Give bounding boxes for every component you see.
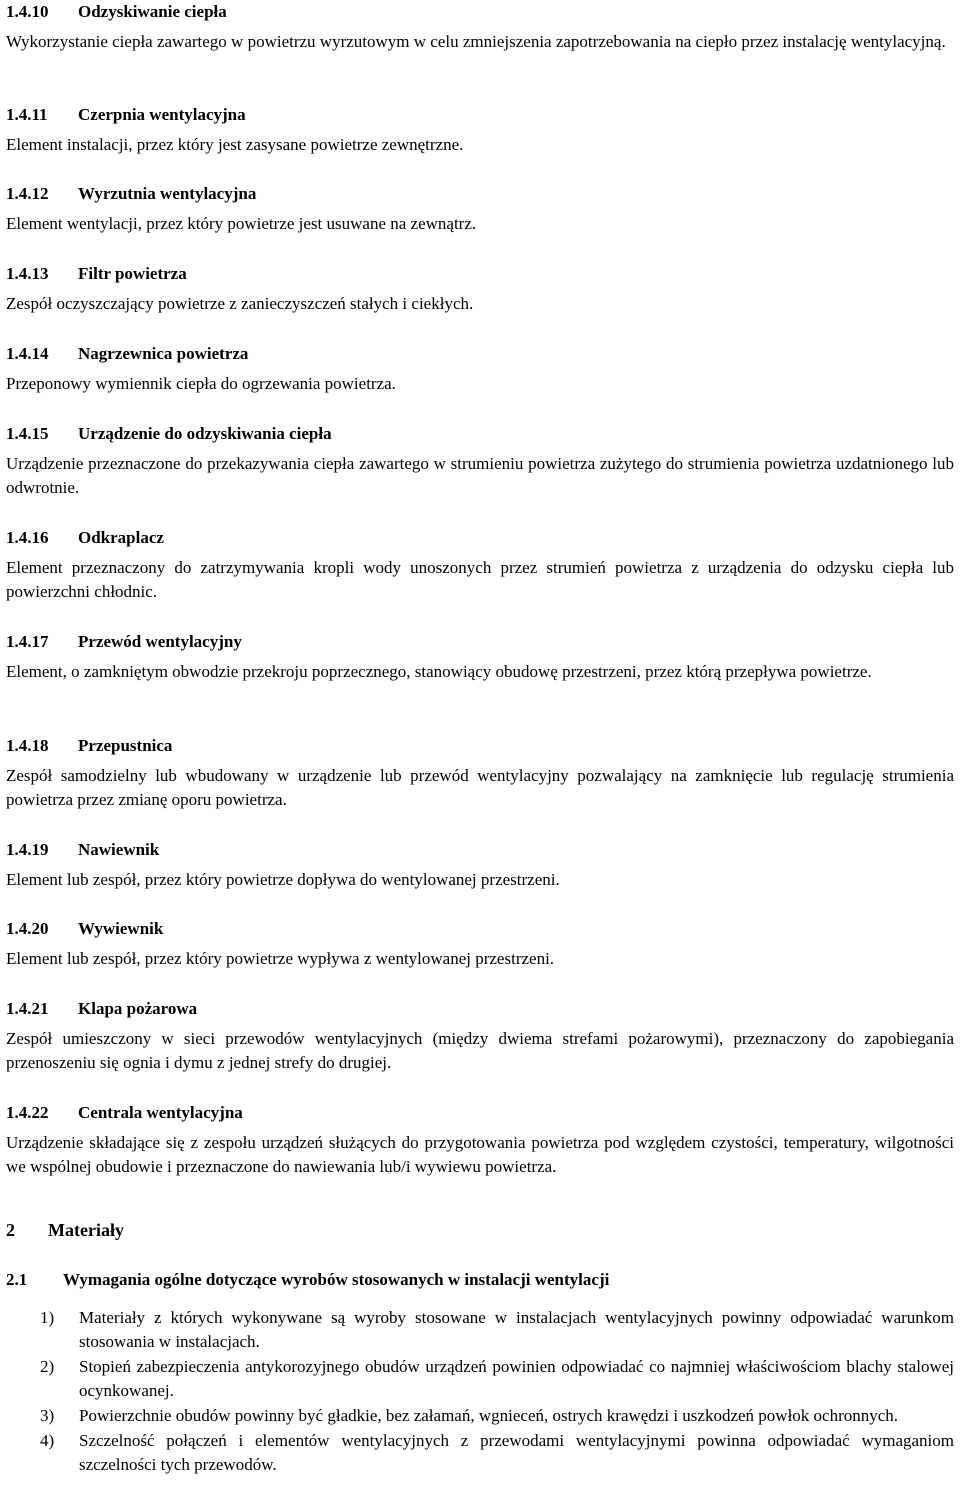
list-item-text: Szczelność połączeń i elementów wentylacyjnych z przewodami wentylacyjnymi powinna odpowiadać wymaganiom szczelności tych przewodów. — [79, 1431, 954, 1474]
definition-1-4-19 — [6, 838, 954, 892]
list-marker: 3) — [40, 1406, 55, 1425]
definition-number: 1.4.14 — [6, 344, 49, 363]
definition-heading — [6, 630, 954, 654]
definition-number: 1.4.16 — [6, 528, 49, 547]
definition-text: Wykorzystanie ciepła zawartego w powietrzu wyrzutowym w celu zmniejszenia zapotrzebowania na ciepło przez instalację wentylacyjną. — [6, 32, 946, 51]
definition-text: Urządzenie przeznaczone do przekazywania ciepła zawartego w strumieniu powietrza zużytego do strumienia powietrza uzdatnionego lub odwrotnie. — [6, 454, 954, 497]
definition-heading — [6, 182, 954, 206]
list-marker: 2) — [40, 1357, 55, 1376]
definition-1-4-13 — [6, 262, 954, 316]
definition-number: 1.4.22 — [6, 1103, 49, 1122]
chapter-title: Materiały — [48, 1220, 124, 1240]
definition-text: Element przeznaczony do zatrzymywania kropli wody unoszonych przez strumień powietrza z urządzenia do odzysku ciepła lub powierzchni chłodnic. — [6, 558, 954, 601]
definition-text: Element lub zespół, przez który powietrze dopływa do wentylowanej przestrzeni. — [6, 870, 560, 889]
definition-heading — [6, 342, 954, 366]
definition-number: 1.4.19 — [6, 840, 49, 859]
definition-number: 1.4.10 — [6, 2, 49, 21]
chapter-heading — [6, 1218, 954, 1242]
definition-text: Przeponowy wymiennik ciepła do ogrzewania powietrza. — [6, 374, 396, 393]
definition-title: Nawiewnik — [78, 840, 160, 859]
definition-heading — [6, 0, 954, 24]
list-item-text: Materiały z których wykonywane są wyroby stosowane w instalacjach wentylacyjnych powinny odpowiadać warunkom stosowania w instalacjach. — [79, 1308, 954, 1351]
list-item — [6, 1429, 954, 1477]
definition-text: Element lub zespół, przez który powietrze wypływa z wentylowanej przestrzeni. — [6, 949, 555, 968]
definition-title: Centrala wentylacyjna — [78, 1103, 243, 1122]
definition-text: Zespół umieszczony w sieci przewodów wentylacyjnych (między dwiema strefami pożarowymi), przeznaczony do zapobiegania przenoszeniu się ognia i dymu z jednej strefy do drugiej. — [6, 1029, 954, 1072]
definition-title: Wyrzutnia wentylacyjna — [78, 184, 257, 203]
definition-title: Przewód wentylacyjny — [78, 632, 242, 651]
definition-number: 1.4.11 — [6, 105, 48, 124]
definition-text: Zespół samodzielny lub wbudowany w urządzenie lub przewód wentylacyjny pozwalający na zamknięcie lub regulację strumienia powietrza przez zmianę oporu powietrza. — [6, 766, 954, 809]
definition-heading — [6, 422, 954, 446]
definition-number: 1.4.17 — [6, 632, 49, 651]
definition-1-4-20 — [6, 917, 954, 971]
definition-heading — [6, 526, 954, 550]
subchapter-heading — [6, 1268, 954, 1292]
list-marker: 1) — [40, 1308, 55, 1327]
definition-number: 1.4.18 — [6, 736, 49, 755]
definition-title: Urządzenie do odzyskiwania ciepła — [78, 424, 332, 443]
definition-title: Odzyskiwanie ciepła — [78, 2, 227, 21]
definition-1-4-15 — [6, 422, 954, 500]
definition-heading — [6, 838, 954, 862]
definition-title: Wywiewnik — [78, 919, 164, 938]
definition-number: 1.4.13 — [6, 264, 49, 283]
definition-1-4-22 — [6, 1101, 954, 1179]
definition-number: 1.4.15 — [6, 424, 49, 443]
definition-title: Odkraplacz — [78, 528, 164, 547]
definition-heading — [6, 103, 954, 127]
subchapter-number: 2.1 — [6, 1270, 28, 1289]
definition-1-4-14 — [6, 342, 954, 396]
definition-text: Element, o zamkniętym obwodzie przekroju poprzecznego, stanowiący obudowę przestrzeni, przez którą przepływa powietrze. — [6, 662, 872, 681]
list-item — [6, 1404, 954, 1428]
definition-title: Przepustnica — [78, 736, 173, 755]
definition-text: Urządzenie składające się z zespołu urządzeń służących do przygotowania powietrza pod względem czystości, temperatury, wilgotności we wspólnej obudowie i przeznaczone do nawiewania lub/i wywiewu powietrza. — [6, 1133, 954, 1176]
requirements-list — [6, 1306, 954, 1478]
definition-title: Nagrzewnica powietrza — [78, 344, 249, 363]
definition-title: Czerpnia wentylacyjna — [78, 105, 246, 124]
definition-heading — [6, 262, 954, 286]
definition-title: Filtr powietrza — [78, 264, 187, 283]
definition-number: 1.4.20 — [6, 919, 49, 938]
list-item-text: Powierzchnie obudów powinny być gładkie, bez załamań, wgnieceń, ostrych krawędzi i uszkodzeń powłok ochronnych. — [79, 1406, 899, 1425]
definition-heading — [6, 734, 954, 758]
definition-1-4-18 — [6, 734, 954, 812]
definition-1-4-16 — [6, 526, 954, 604]
definition-1-4-10 — [6, 0, 954, 54]
definition-heading — [6, 997, 954, 1021]
list-item-text: Stopień zabezpieczenia antykorozyjnego obudów urządzeń powinien odpowiadać co najmniej właściwościom blachy stalowej ocynkowanej. — [79, 1357, 954, 1400]
definition-number: 1.4.21 — [6, 999, 49, 1018]
subchapter-title: Wymagania ogólne dotyczące wyrobów stosowanych w instalacji wentylacji — [63, 1270, 610, 1289]
definition-heading — [6, 917, 954, 941]
definition-1-4-11 — [6, 103, 954, 157]
list-item — [6, 1306, 954, 1354]
definition-text: Element instalacji, przez który jest zasysane powietrze zewnętrzne. — [6, 135, 464, 154]
definition-text: Element wentylacji, przez który powietrze jest usuwane na zewnątrz. — [6, 214, 477, 233]
definition-1-4-17 — [6, 630, 954, 684]
definition-1-4-12 — [6, 182, 954, 236]
chapter-number: 2 — [6, 1220, 15, 1240]
definition-heading — [6, 1101, 954, 1125]
list-marker: 4) — [40, 1431, 55, 1450]
definition-number: 1.4.12 — [6, 184, 49, 203]
definition-text: Zespół oczyszczający powietrze z zanieczyszczeń stałych i ciekłych. — [6, 294, 474, 313]
definition-title: Klapa pożarowa — [78, 999, 198, 1018]
list-item — [6, 1355, 954, 1403]
definition-1-4-21 — [6, 997, 954, 1075]
